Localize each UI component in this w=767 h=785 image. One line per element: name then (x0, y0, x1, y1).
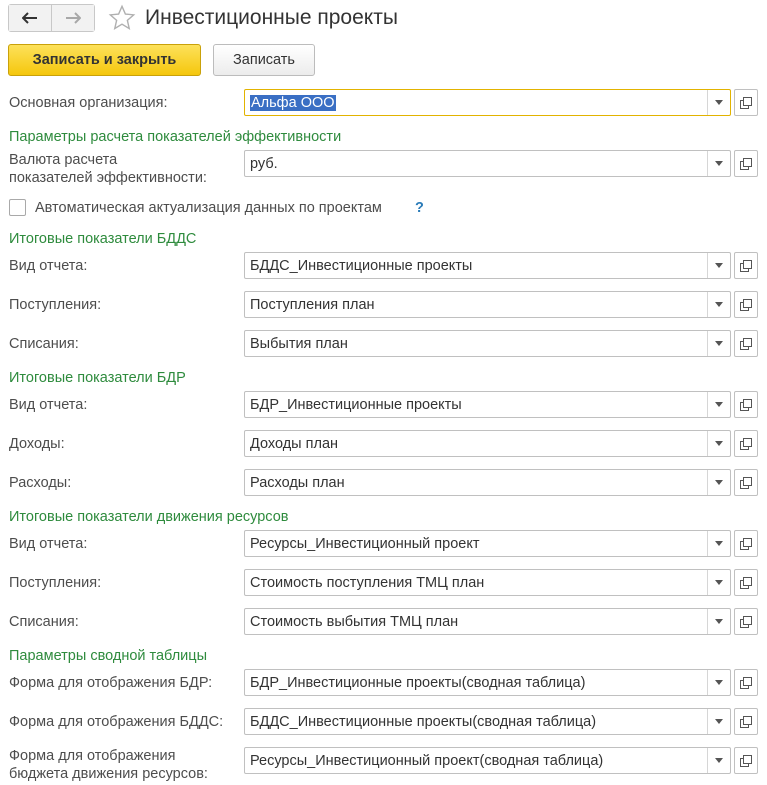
triangle-down-icon (715, 161, 723, 166)
auto-update-label[interactable]: Автоматическая актуализация данных по проектам (35, 200, 382, 216)
arrow-right-icon (65, 12, 81, 24)
bdds-income-field[interactable] (244, 291, 731, 318)
triangle-down-icon (715, 480, 723, 485)
pivot-bdds-field[interactable] (244, 708, 731, 735)
bdr-report-label: Вид отчета: (9, 397, 88, 413)
triangle-down-icon (715, 680, 723, 685)
pivot-resources-field[interactable] (244, 747, 731, 774)
bdds-expense-dropdown-button[interactable] (707, 331, 730, 356)
open-window-icon (740, 716, 752, 728)
triangle-down-icon (715, 341, 723, 346)
triangle-down-icon (715, 441, 723, 446)
bdds-income-label: Поступления: (9, 297, 102, 313)
pivot-bdds-open-button[interactable] (734, 708, 758, 735)
currency-open-button[interactable] (734, 150, 758, 177)
main-org-open-button[interactable] (734, 89, 758, 116)
currency-dropdown-button[interactable] (707, 151, 730, 176)
form-header (8, 2, 398, 34)
open-window-icon (740, 97, 752, 109)
pivot-bdr-dropdown-button[interactable] (707, 670, 730, 695)
page-title: Инвестиционные проекты (145, 6, 398, 29)
resources-expense-field[interactable] (244, 608, 731, 635)
auto-update-checkbox[interactable] (9, 199, 26, 216)
currency-field[interactable] (244, 150, 731, 177)
bdds-expense-value: Выбытия план (250, 335, 348, 352)
resources-income-dropdown-button[interactable] (707, 570, 730, 595)
triangle-down-icon (715, 263, 723, 268)
pivot-section-header: Параметры сводной таблицы (9, 648, 208, 664)
resources-section-header: Итоговые показатели движения ресурсов (9, 509, 289, 525)
bdds-income-value: Поступления план (250, 296, 375, 313)
open-window-icon (740, 438, 752, 450)
bdds-report-field[interactable] (244, 252, 731, 279)
main-org-value-container (245, 90, 707, 115)
bdr-income-dropdown-button[interactable] (707, 431, 730, 456)
arrow-left-icon (22, 12, 38, 24)
triangle-down-icon (715, 302, 723, 307)
favorite-button[interactable] (107, 3, 137, 33)
pivot-resources-dropdown-button[interactable] (707, 748, 730, 773)
forward-button[interactable] (51, 5, 94, 31)
open-window-icon (740, 399, 752, 411)
bdds-report-value: БДДС_Инвестиционные проекты (250, 257, 473, 274)
efficiency-section-header: Параметры расчета показателей эффективности (9, 129, 342, 145)
open-window-icon (740, 477, 752, 489)
triangle-down-icon (715, 719, 723, 724)
triangle-down-icon (715, 758, 723, 763)
pivot-bdds-label: Форма для отображения БДДС: (9, 714, 224, 730)
bdr-section-header: Итоговые показатели БДР (9, 370, 186, 386)
bdr-expense-open-button[interactable] (734, 469, 758, 496)
resources-expense-dropdown-button[interactable] (707, 609, 730, 634)
triangle-down-icon (715, 541, 723, 546)
save-button[interactable]: Записать (213, 44, 315, 76)
resources-income-value: Стоимость поступления ТМЦ план (250, 574, 485, 591)
back-button[interactable] (9, 5, 51, 31)
triangle-down-icon (715, 619, 723, 624)
main-org-value: Альфа ООО (251, 94, 335, 111)
pivot-resources-label-line2: бюджета движения ресурсов: (9, 766, 208, 782)
resources-report-field[interactable] (244, 530, 731, 557)
bdr-expense-field[interactable] (244, 469, 731, 496)
resources-report-dropdown-button[interactable] (707, 531, 730, 556)
resources-income-open-button[interactable] (734, 569, 758, 596)
currency-label-line1: Валюта расчета (9, 152, 118, 168)
bdds-income-open-button[interactable] (734, 291, 758, 318)
bdr-report-open-button[interactable] (734, 391, 758, 418)
bdr-report-value: БДР_Инвестиционные проекты (250, 396, 462, 413)
main-org-field[interactable] (244, 89, 731, 116)
navigation-buttons (8, 4, 95, 32)
bdds-report-open-button[interactable] (734, 252, 758, 279)
triangle-down-icon (715, 100, 723, 105)
pivot-bdr-value: БДР_Инвестиционные проекты(сводная таблица) (250, 674, 586, 691)
bdds-income-dropdown-button[interactable] (707, 292, 730, 317)
pivot-resources-open-button[interactable] (734, 747, 758, 774)
open-window-icon (740, 616, 752, 628)
pivot-resources-label-line1: Форма для отображения (9, 748, 176, 764)
bdr-expense-value: Расходы план (250, 474, 345, 491)
triangle-down-icon (715, 402, 723, 407)
bdr-income-value: Доходы план (250, 435, 339, 452)
open-window-icon (740, 755, 752, 767)
open-window-icon (740, 538, 752, 550)
resources-expense-label: Списания: (9, 614, 79, 630)
main-org-label: Основная организация: (9, 95, 168, 111)
pivot-bdr-open-button[interactable] (734, 669, 758, 696)
pivot-bdr-label: Форма для отображения БДР: (9, 675, 213, 691)
bdds-expense-open-button[interactable] (734, 330, 758, 357)
bdr-income-open-button[interactable] (734, 430, 758, 457)
open-window-icon (740, 677, 752, 689)
bdds-expense-label: Списания: (9, 336, 79, 352)
open-window-icon (740, 299, 752, 311)
resources-expense-open-button[interactable] (734, 608, 758, 635)
bdr-income-field[interactable] (244, 430, 731, 457)
resources-income-field[interactable] (244, 569, 731, 596)
open-window-icon (740, 577, 752, 589)
bdds-expense-field[interactable] (244, 330, 731, 357)
currency-value: руб. (250, 155, 278, 172)
star-icon (108, 4, 136, 32)
open-window-icon (740, 260, 752, 272)
pivot-bdds-dropdown-button[interactable] (707, 709, 730, 734)
bdds-report-dropdown-button[interactable] (707, 253, 730, 278)
triangle-down-icon (715, 580, 723, 585)
pivot-bdds-value: БДДС_Инвестиционные проекты(сводная таблица) (250, 713, 597, 730)
open-window-icon (740, 338, 752, 350)
pivot-resources-value: Ресурсы_Инвестиционный проект(сводная таблица) (250, 752, 604, 769)
resources-income-label: Поступления: (9, 575, 102, 591)
main-org-dropdown-button[interactable] (707, 90, 730, 115)
save-and-close-button[interactable]: Записать и закрыть (8, 44, 201, 76)
open-window-icon (740, 158, 752, 170)
bdr-report-field[interactable] (244, 391, 731, 418)
bdr-expense-label: Расходы: (9, 475, 72, 491)
help-icon[interactable]: ? (415, 200, 424, 216)
currency-label-line2: показателей эффективности: (9, 170, 207, 186)
resources-report-label: Вид отчета: (9, 536, 88, 552)
bdr-expense-dropdown-button[interactable] (707, 470, 730, 495)
resources-report-open-button[interactable] (734, 530, 758, 557)
pivot-bdr-field[interactable] (244, 669, 731, 696)
bdr-report-dropdown-button[interactable] (707, 392, 730, 417)
bdr-income-label: Доходы: (9, 436, 65, 452)
resources-report-value: Ресурсы_Инвестиционный проект (250, 535, 480, 552)
bdds-report-label: Вид отчета: (9, 258, 88, 274)
bdds-section-header: Итоговые показатели БДДС (9, 231, 197, 247)
resources-expense-value: Стоимость выбытия ТМЦ план (250, 613, 459, 630)
